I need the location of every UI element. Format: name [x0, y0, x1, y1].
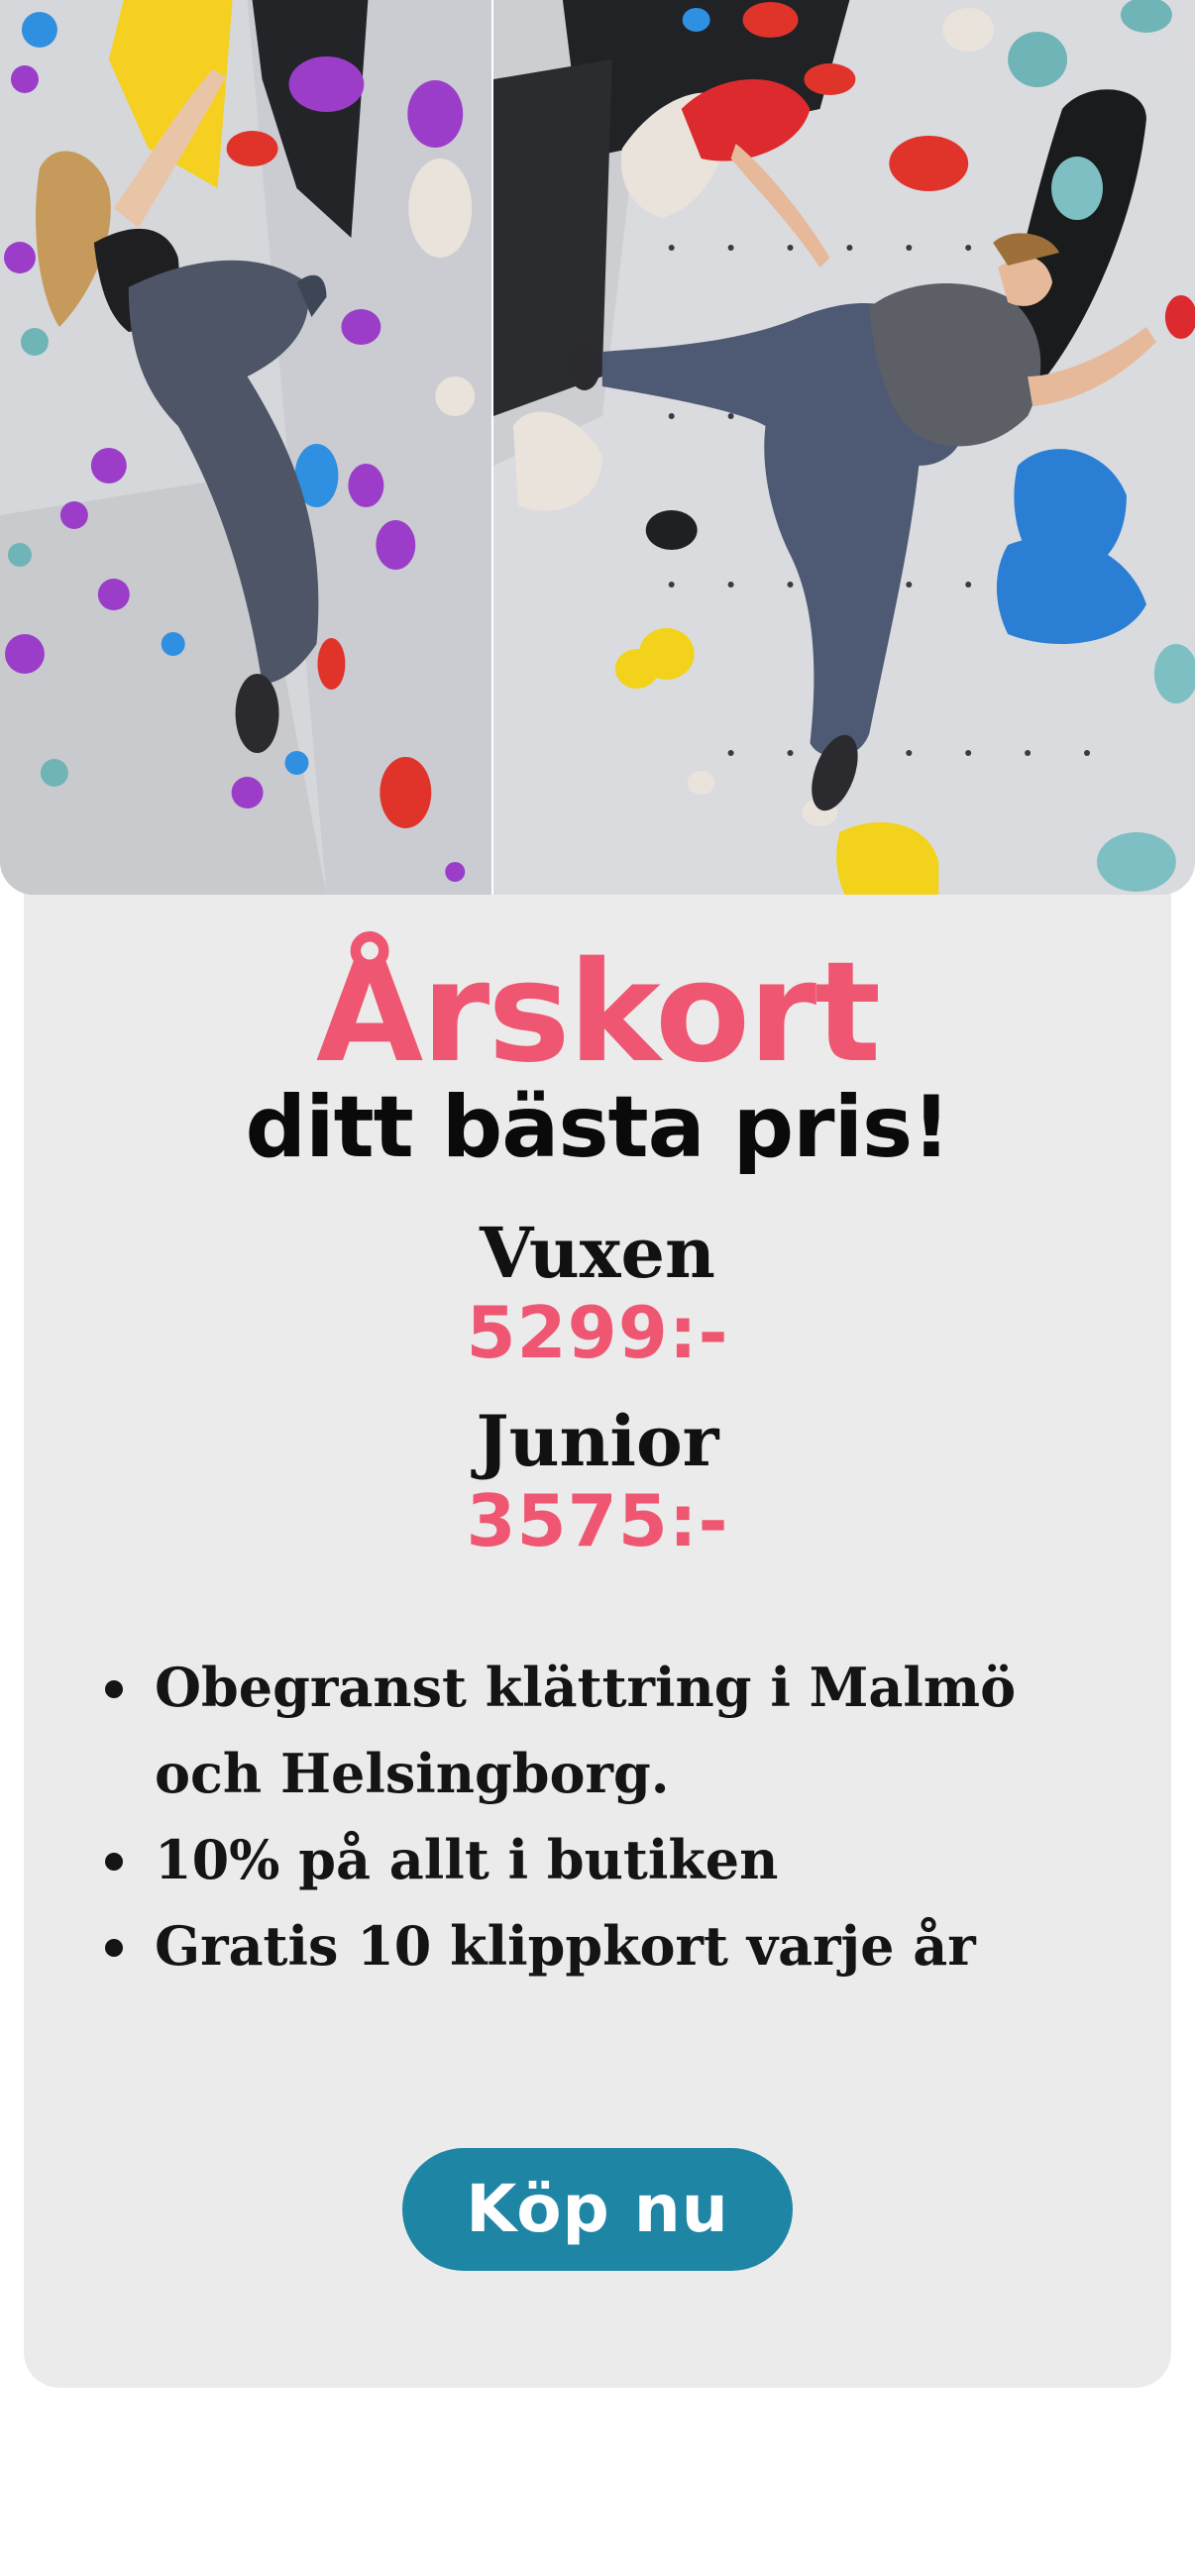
- price-adult: [0, 1214, 1195, 1372]
- offer-subtitle: ditt bästa pris!: [245, 1078, 950, 1177]
- benefit-item: Gratis 10 klippkort varje år: [95, 1903, 1086, 1989]
- benefit-item: 10% på allt i butiken: [95, 1817, 1086, 1903]
- hero-photos: [0, 0, 1195, 895]
- benefit-item: Obegranst klättring i Malmö och Helsingborg.: [95, 1645, 1086, 1817]
- climbing-wall-image: [0, 0, 491, 895]
- price-adult-value: 5299:-: [466, 1291, 729, 1374]
- price-junior-value: 3575:-: [466, 1479, 729, 1562]
- price-junior: [0, 1402, 1195, 1560]
- price-adult-label: Vuxen: [480, 1212, 715, 1294]
- buy-now-button[interactable]: Köp nu: [402, 2148, 793, 2271]
- price-junior-label: Junior: [476, 1400, 719, 1482]
- climber-photo-right: [491, 0, 1195, 895]
- climber-photo-left: [0, 0, 491, 895]
- offer-title: Årskort: [315, 932, 880, 1094]
- benefits-list: [95, 1645, 1086, 1989]
- climbing-wall-image: [493, 0, 1195, 895]
